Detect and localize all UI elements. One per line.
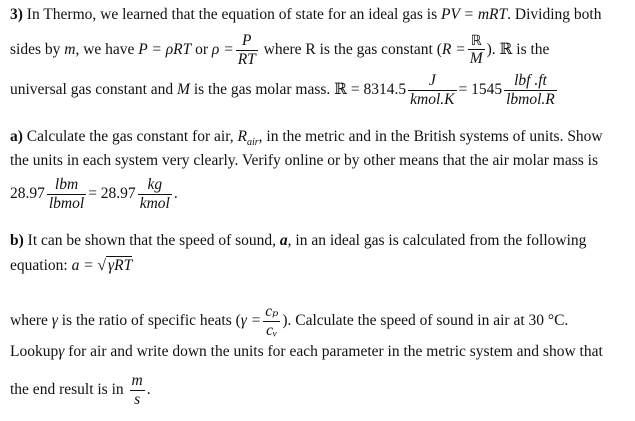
problem-number: 3): [10, 6, 23, 23]
molar-mass-text: is the gas molar mass.: [193, 80, 331, 98]
fraction-numerator: cₚ: [265, 303, 279, 320]
r-air-symbol: R: [237, 128, 247, 145]
fraction-p-over-rt: [236, 32, 258, 69]
fraction-cp-over-cv: [263, 303, 280, 340]
fraction-lbm-over-lbmol: [47, 176, 86, 213]
r-equals: R =: [441, 40, 466, 58]
molar-value-2: = 28.97: [88, 184, 136, 202]
part-a-text-1: Calculate the gas constant for air,: [26, 128, 234, 145]
or-text: or: [195, 40, 209, 58]
we-have-text: , we have: [75, 40, 135, 58]
problem-line-2: [10, 32, 549, 69]
calc-text: ). Calculate the speed of sound in air at 30 °C.: [282, 311, 569, 329]
part-b-line-2: [10, 257, 132, 275]
fraction-numerator: kg: [138, 176, 172, 195]
m-molar-symbol: M: [177, 80, 190, 98]
where-r-text: where R is the gas constant (: [263, 40, 442, 58]
period: .: [173, 184, 178, 202]
fraction-denominator: lbmol: [48, 194, 85, 212]
part-b-line-5: [10, 372, 151, 409]
lookup-text: Lookup: [10, 343, 59, 360]
rbb-is-text: ℝ is the: [499, 40, 550, 58]
fraction-denominator: kmol.K: [410, 90, 455, 108]
fraction-denominator: RT: [237, 50, 256, 68]
end-text: the end result is in: [10, 380, 124, 398]
fraction-numerator: J: [408, 72, 456, 91]
equation-label: equation:: [10, 257, 68, 274]
gamma-symbol-2: γ: [58, 343, 65, 360]
fraction-rbb-over-m: [468, 33, 485, 68]
problem-line-3: [10, 72, 559, 109]
fraction-denominator: M: [469, 49, 483, 67]
molar-value-1: 28.97: [10, 184, 45, 202]
lookup-text-2: for air and write down the units for each parameter in the metric system and show that: [68, 343, 603, 360]
problem-line-1: [10, 6, 601, 24]
a-equals: a =: [71, 257, 94, 274]
end-period: .: [146, 380, 151, 398]
m-symbol: m: [64, 40, 76, 58]
sides-by-text: sides by: [10, 40, 61, 58]
fraction-denominator: lbmol.R: [506, 90, 555, 108]
part-a-label: a): [10, 128, 23, 145]
part-b-text-1: It can be shown that the speed of sound,: [27, 232, 277, 249]
fraction-numerator: P: [236, 32, 258, 51]
part-b-text-2: , in an ideal gas is calculated from the following: [287, 232, 587, 249]
sqrt-content: γRT: [108, 257, 133, 274]
ratio-text: is the ratio of specific heats (: [61, 311, 241, 329]
fraction-lbfft-over-lbmolr: [504, 72, 557, 109]
fraction-kg-over-kmol: [138, 176, 172, 213]
part-a-text-2: , in the metric and in the British systems of units. Show: [258, 128, 603, 145]
rho-equals: ρ =: [211, 40, 234, 58]
intro-text: In Thermo, we learned that the equation of state for an ideal gas is: [26, 6, 438, 23]
dividing-text: . Dividing both: [507, 6, 602, 23]
gamma-equals: γ =: [240, 311, 262, 329]
fraction-numerator: lbm: [47, 176, 86, 195]
sqrt-sign: √: [97, 257, 107, 274]
part-a-line-3: [10, 176, 178, 213]
part-b-line-1: [10, 232, 586, 250]
value-1545: = 1545: [458, 80, 503, 98]
part-b-line-3: [10, 303, 568, 340]
fraction-denominator: s: [134, 390, 141, 408]
part-a-line-2: [10, 152, 598, 170]
fraction-denominator: cᵥ: [266, 321, 278, 339]
equation-p: P = ρRT: [138, 40, 192, 58]
where-text: where: [10, 311, 48, 329]
gamma-symbol: γ: [51, 311, 58, 329]
fraction-m-over-s: [130, 372, 145, 409]
close-paren: ).: [486, 40, 496, 58]
rbb-value: ℝ = 8314.5: [334, 80, 407, 98]
part-a-line-1: [10, 128, 603, 148]
air-subscript: air: [246, 137, 259, 149]
universal-text: universal gas constant and: [10, 80, 174, 98]
fraction-j-over-kmolk: [408, 72, 456, 109]
part-a-line-2-text: the units in each system very clearly. Verify online or by other means that the air molar mass is: [10, 152, 598, 169]
part-b-label: b): [10, 232, 24, 249]
fraction-denominator: kmol: [139, 194, 170, 212]
fraction-numerator: ℝ: [468, 33, 485, 50]
part-b-line-4: [10, 343, 603, 361]
fraction-numerator: m: [131, 372, 143, 389]
fraction-numerator: lbf .ft: [504, 72, 557, 91]
equation-state: PV = mRT: [441, 6, 508, 23]
a-symbol: a: [279, 232, 288, 249]
